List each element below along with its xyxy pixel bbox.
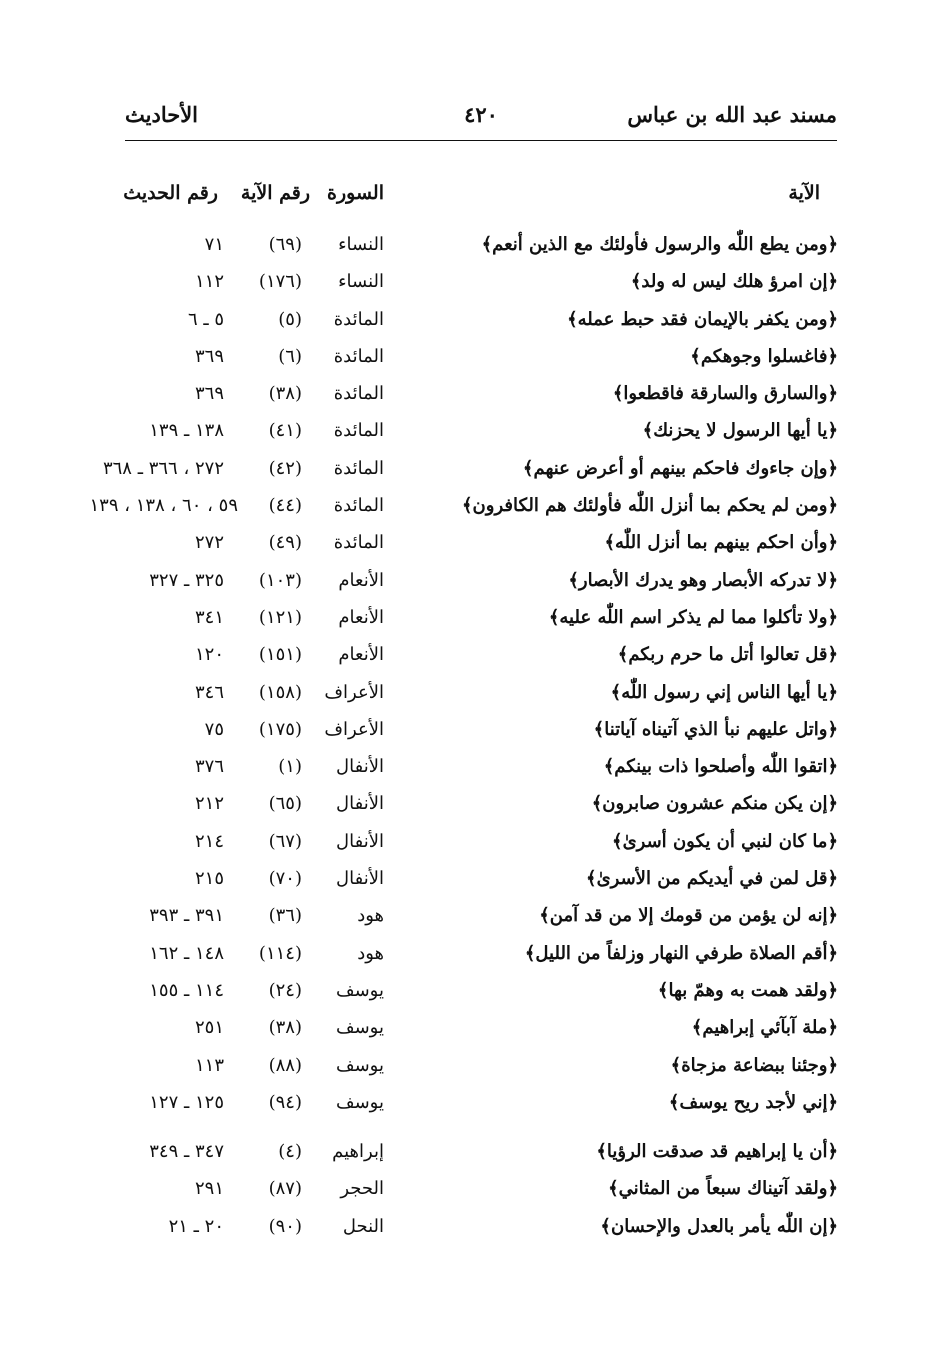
surah-name: يوسف [335,1054,384,1076]
ayah-number: (١٧٦) [258,271,302,293]
hadith-number: ٢٩١ [194,1178,224,1200]
ayah-text: ﴿يا أيها الناس إني رسول اللّٰه﴾ [610,681,838,703]
surah-name: المائدة [333,345,384,367]
hadith-number: ٣٦٩ [194,383,224,405]
ayah-text: ﴿أن يا إبراهيم قد صدقت الرؤيا﴾ [596,1141,838,1163]
table-row [0,454,948,491]
table-row [0,416,948,453]
ayah-text: ﴿ومن يطع اللّٰه والرسول فأولئك مع الذين أنعم﴾ [481,234,838,255]
hadith-number: ٣٢٥ ـ ٣٢٧ [149,569,224,591]
surah-name: المائدة [333,457,384,479]
hadith-number: ٢٠ ـ ٢١ [168,1215,224,1237]
ayah-text: ﴿إن اللّٰه يأمر بالعدل والإحسان﴾ [600,1215,838,1237]
table-row [0,1088,948,1125]
hadith-number: ٢١٤ [194,830,224,852]
hadith-number: ١١٢ [194,271,224,293]
hadith-number: ٥ ـ ٦ [187,308,224,330]
hadith-number: ٢٧٢ ، ٣٦٦ ـ ٣٦٨ [102,457,224,479]
surah-name: النساء [338,271,384,293]
hadith-number: ٢٧٢ [194,532,224,554]
surah-name: هود [357,905,384,927]
surah-name: المائدة [333,383,384,405]
page-header [125,96,837,141]
table-row [0,715,948,752]
surah-name: يوسف [335,1091,384,1113]
ayah-number: (٤٢) [268,457,302,479]
column-header-hadith-number: رقم الحديث [123,182,218,204]
surah-name: الأنفال [336,868,384,890]
hadith-number: ٣٦٩ [194,345,224,367]
hadith-number: ٧١ [204,234,224,255]
column-header-ayah: الآية [788,182,820,204]
table-row [0,901,948,938]
surah-name: المائدة [333,420,384,442]
ayah-number: (٢٤) [268,979,302,1001]
column-header-surah: السورة [327,182,384,204]
ayah-number: (١٥١) [258,644,302,666]
book-title: مسند عبد الله بن عباس [627,102,837,127]
ayah-text: ﴿واتل عليهم نبأ الذي آتيناه آياتنا﴾ [593,718,838,740]
hadith-number: ٣٤١ [194,606,224,628]
ayah-number: (٩٠) [268,1215,302,1237]
ayah-text: ﴿ما كان لنبي أن يكون أسرىٰ﴾ [612,830,838,852]
surah-name: الأعراف [324,681,384,703]
ayah-number: (١٢١) [258,606,302,628]
hadith-number: ٣٩١ ـ ٣٩٣ [149,905,224,927]
surah-name: الأنفال [336,756,384,778]
table-row [0,230,948,267]
ayah-number: (١١٤) [258,942,302,964]
surah-name: الأنفال [336,830,384,852]
ayah-text: ﴿والسارق والسارقة فاقطعوا﴾ [612,383,838,405]
ayah-text: ﴿ومن لم يحكم بما أنزل اللّٰه فأولئك هم الكافرون﴾ [462,495,838,517]
hadith-number: ٢١٢ [194,793,224,815]
table-row [0,603,948,640]
surah-name: المائدة [333,308,384,330]
ayah-text: ﴿ولقد همت به وهمّ بها﴾ [657,979,838,1001]
surah-name: النحل [342,1215,384,1237]
ayah-number: (٩٤) [268,1091,302,1113]
surah-name: المائدة [333,495,384,517]
ayah-number: (٤) [278,1141,302,1163]
ayah-text: ﴿ملة آبآئي إبراهيم﴾ [691,1017,838,1039]
ayah-text: ﴿ومن يكفر بالإيمان فقد حبط عمله﴾ [567,308,838,330]
ayah-text: ﴿يا أيها الرسول لا يحزنك﴾ [642,420,838,442]
ayah-text: ﴿ولقد آتيناك سبعاً من المثاني﴾ [608,1178,838,1200]
ayah-number: (٧٠) [268,868,302,890]
table-row [0,864,948,901]
surah-name: المائدة [333,532,384,554]
page-number: ٤٢٠ [464,102,498,127]
hadith-number: ٣٤٦ [194,681,224,703]
surah-name: الأنعام [338,644,384,666]
ayah-text: ﴿أقم الصلاة طرفي النهار وزلفاً من الليل﴾ [524,942,838,964]
table-row [0,1212,948,1249]
hadith-number: ١١٣ [194,1054,224,1076]
table-row [0,939,948,976]
surah-name: النساء [338,234,384,255]
ayah-text: ﴿اتقوا اللّٰه وأصلحوا ذات بينكم﴾ [603,756,838,778]
ayah-number: (٤١) [268,420,302,442]
section-title: الأحاديث [125,102,199,127]
table-row [0,342,948,379]
table-row [0,491,948,528]
ayah-text: ﴿إن يكن منكم عشرون صابرون﴾ [591,793,838,815]
table-row [0,305,948,342]
hadith-number: ٢٥١ [194,1017,224,1039]
surah-name: إبراهيم [332,1141,384,1163]
ayah-number: (١٧٥) [258,718,302,740]
hadith-number: ١٢٥ ـ ١٢٧ [149,1091,224,1113]
ayah-number: (٤٤) [268,495,302,517]
hadith-number: ١٤٨ ـ ١٦٢ [149,942,224,964]
ayah-number: (٣٨) [268,383,302,405]
table-row [0,752,948,789]
ayah-text: ﴿ولا تأكلوا مما لم يذكر اسم اللّٰه عليه﴾ [548,606,838,628]
ayah-text: ﴿وإن جاءوك فاحكم بينهم أو أعرض عنهم﴾ [522,457,838,479]
table-row [0,640,948,677]
table-row [0,827,948,864]
ayah-number: (٦٧) [268,830,302,852]
ayah-text: ﴿فاغسلوا وجوهكم﴾ [690,345,838,367]
ayah-number: (١٠٣) [258,569,302,591]
ayah-number: (٦٥) [268,793,302,815]
ayah-text: ﴿إنه لن يؤمن من قومك إلا من قد آمن﴾ [539,905,838,927]
ayah-text: ﴿إن امرؤ هلك ليس له ولد﴾ [630,271,838,293]
surah-name: يوسف [335,979,384,1001]
hadith-number: ٣٤٧ ـ ٣٤٩ [149,1141,224,1163]
hadith-number: ١٣٨ ـ ١٣٩ [149,420,224,442]
ayah-number: (٥) [278,308,302,330]
ayah-number: (٦) [278,345,302,367]
hadith-number: ١١٤ ـ ١٥٥ [149,979,224,1001]
ayah-number: (٦٩) [268,234,302,255]
hadith-number: ١٢٠ [194,644,224,666]
hadith-number: ٢١٥ [194,868,224,890]
surah-name: هود [357,942,384,964]
ayah-number: (٣٦) [268,905,302,927]
table-row [0,267,948,304]
ayah-number: (١) [278,756,302,778]
table-row [0,1174,948,1211]
ayah-text: ﴿قل لمن في أيديكم من الأسرىٰ﴾ [586,868,838,890]
hadith-number: ٣٧٦ [194,756,224,778]
ayah-text: ﴿قل تعالوا أتل ما حرم ربكم﴾ [617,644,838,666]
surah-name: الأنعام [338,606,384,628]
surah-name: الحجر [340,1178,384,1200]
hadith-number: ٥٩ ، ٦٠ ، ١٣٨ ، ١٣٩ [89,495,238,517]
hadith-number: ٧٥ [204,718,224,740]
ayah-number: (٤٩) [268,532,302,554]
ayah-number: (١٥٨) [258,681,302,703]
surah-name: الأنعام [338,569,384,591]
ayah-text: ﴿إني لأجد ريح يوسف﴾ [668,1091,838,1113]
table-row [0,678,948,715]
table-row [0,379,948,416]
surah-name: الأنفال [336,793,384,815]
ayah-number: (٣٨) [268,1017,302,1039]
column-header-ayah-number: رقم الآية [240,182,310,204]
ayah-text: ﴿وأن احكم بينهم بما أنزل اللّٰه﴾ [604,532,838,554]
surah-name: الأعراف [324,718,384,740]
table-row [0,789,948,826]
ayah-number: (٨٧) [268,1178,302,1200]
table-row [0,528,948,565]
surah-name: يوسف [335,1017,384,1039]
ayah-text: ﴿لا تدركه الأبصار وهو يدرك الأبصار﴾ [568,569,838,591]
ayah-number: (٨٨) [268,1054,302,1076]
index-table [0,230,948,1249]
table-row [0,1013,948,1050]
table-row [0,566,948,603]
table-row [0,976,948,1013]
table-row [0,1137,948,1174]
table-row [0,1051,948,1088]
ayah-text: ﴿وجئنا ببضاعة مزجاة﴾ [670,1054,838,1076]
